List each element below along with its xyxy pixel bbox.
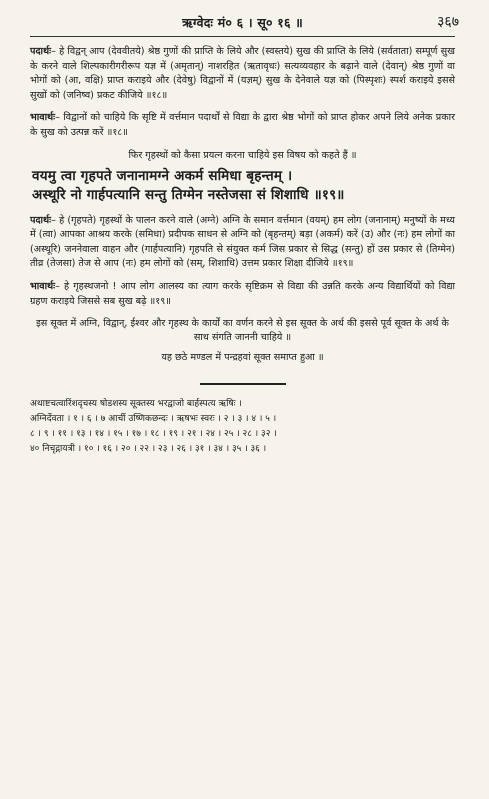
running-head-title: ऋग्वेदः मं० ६ । सू० १६ ॥ [182, 15, 303, 30]
bhavartha-2 [30, 280, 455, 309]
header-rule [30, 36, 455, 37]
index-line: ४० निचृद्गायत्री । १० । १६ । २० । २२ । २३ । २६ । ३१ । ३४ । ३५ । ३६ । [30, 444, 267, 455]
running-head [30, 14, 459, 34]
index-line: अग्निर्देवता । १ । ६ । ७ आर्ची उष्णिकछन्दः । ऋषभः स्वरः । २ । ३ । ४ । ५ । [30, 414, 277, 425]
section-divider [200, 383, 286, 385]
bhavartha-2-label: भावार्थः [30, 280, 56, 292]
padartha-2-text: – हे (गृहपते) गृहस्थों के पालन करने वाले (अग्ने) अग्नि के समान वर्त्तमान (वयम्) हम लोग (जनानाम्) मनुष्यों के मध्य में (त्वा) आपका आश्रय करके (समिधा) प्रदीपक साधन से अग्नि को (बृहन्तम्) बड़ा (अकर्म) करें (उ) और (नः) हम लोगों का (अस्थूरि) जननेवाला वाहन और (गार्हपत्यानि) गृहपति से संयुक्त कर्म जिस प्रकार से सिद्ध (सन्तु) हों उस प्रकार से (तिग्मेन) तीव्र (तेजसा) तेज से आप (नः) हम लोगों को (सम्, शिशाधि) उत्तम प्रकार शिक्षा दीजिये ॥१९॥ [30, 214, 455, 270]
bhavartha-1-label: भावार्थः [30, 112, 56, 124]
closing-note: इस सूक्त में अग्नि, विद्वान्, ईश्वर और गृहस्थ के कार्यों का वर्णन करने से इस सूक्त के अर्थ की इससे पूर्व सूक्त के अर्थ के साथ संगति जाननी चाहिये ॥ [36, 318, 449, 344]
bhavartha-1-text: – विद्वानों को चाहिये कि सृष्टि में वर्त्तमान पदार्थों से विद्या के द्वारा श्रेष्ठ भोगों को प्राप्त होकर अपने लिये अनेक प्रकार के सुख को उत्पन्न करें ॥१८॥ [30, 112, 455, 138]
page-number: ३६७ [437, 14, 459, 30]
next-sukta-index [30, 397, 455, 457]
mantra-line-2: अस्थूरि नो गार्हपत्यानि सन्तु तिग्मेन नस्तेजसा सं शिशाधि ॥१९॥ [32, 187, 345, 204]
padartha-2 [30, 214, 455, 272]
padartha-1-label: पदार्थः [30, 46, 52, 57]
padartha-1 [30, 45, 455, 103]
index-line: ८ । ९ । ११ । १३ । १४ । १५ । १७ । १८ । १९ । २१ । २४ । २५ । २८ । ३२ । [30, 429, 277, 440]
padartha-1-text: – हे विद्वन् आप (देववीतये) श्रेष्ठ गुणों की प्राप्ति के लिये और (स्वस्तये) सुख की प्राप्ति के लिये (सर्वताता) सम्पूर्ण सुख के करने वाले शिल्पकारीगरीरूप यज्ञ में (अमृतान्) नाशरहित (ऋतावृधः) सत्यव्यवहार के बढ़ाने वाले (देवान्) श्रेष्ठ गुणों वा भोगों को (आ, वक्षि) प्राप्त कराइये और (देवेषु) विद्वानों में (यज्ञम्) सुख के देनेवाले यज्ञ को (पिस्पृशः) स्पर्श कराइये इससे सुखों को (जनिष्व) प्रकट कीजिये ॥१८॥ [30, 46, 455, 101]
index-line: अथाष्टचत्वारिंशदृचस्य षोडशस्य सूक्तस्य भरद्वाजो बार्हस्पत्य ऋषिः । [30, 399, 242, 410]
bhavartha-1 [30, 111, 455, 140]
mantra-line-1: वयमु त्वा गृहपते जनानामग्ने अकर्म समिधा बृहन्तम् । [32, 167, 293, 184]
bhavartha-2-text: – हे गृहस्थजनो ! आप लोग आलस्य का त्याग करके सृष्टिक्रम से विद्या की उन्नति करके अन्य विद्यार्थियों को विद्या ग्रहण कराइये जिससे सब सुख बढ़े ॥१९॥ [30, 280, 455, 307]
intro-line: फिर गृहस्थों को कैसा प्रयत्न करना चाहिये इस विषय को कहते हैं ॥ [128, 149, 357, 161]
padartha-2-label: पदार्थः [30, 214, 52, 226]
sukta-complete-line: यह छठे मण्डल में पन्द्रहवां सूक्त समाप्त हुआ ॥ [161, 352, 324, 364]
